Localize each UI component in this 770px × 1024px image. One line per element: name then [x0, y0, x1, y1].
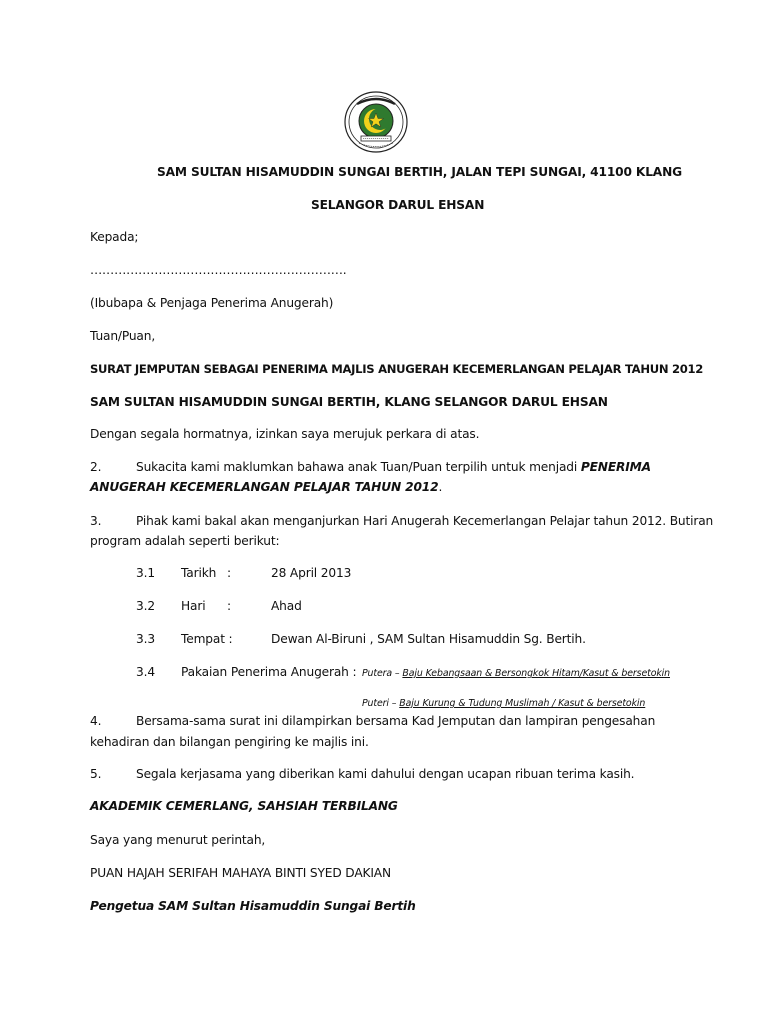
attire-putera-value: Baju Kebangsaan & Bersongkok Hitam/Kasut & bersetokin: [402, 668, 670, 679]
subject-line-2: SAM SULTAN HISAMUDDIN SUNGAI BERTIH, KLANG SELANGOR DARUL EHSAN: [90, 395, 608, 409]
to-label: Kepada;: [90, 230, 139, 244]
school-address-line-2: SELANGOR DARUL EHSAN: [311, 198, 485, 212]
recipient-blank-line: ……………………………………………………….: [90, 263, 347, 277]
signatory-position: Pengetua SAM Sultan Hisamuddin Sungai Bertih: [90, 899, 416, 913]
p2-body: Sukacita kami maklumkan bahawa anak Tuan/Puan terpilih untuk menjadi: [136, 460, 578, 474]
attire-puteri-value: Baju Kurung & Tudung Muslimah / Kasut & bersetokin: [399, 698, 646, 709]
detail-value: 28 April 2013: [271, 566, 352, 580]
p2-number: 2.: [90, 460, 102, 474]
closing-order: Saya yang menurut perintah,: [90, 833, 266, 847]
detail-label: Hari: [181, 599, 206, 613]
p2-text: [136, 460, 651, 474]
attire-puteri: [362, 698, 645, 709]
subject-line-1: SURAT JEMPUTAN SEBAGAI PENERIMA MAJLIS ANUGERAH KECEMERLANGAN PELAJAR TAHUN 2012: [90, 362, 704, 376]
p4-line-2: kehadiran dan bilangan pengiring ke majlis ini.: [90, 735, 369, 749]
attire-putera-prefix: Putera –: [362, 668, 403, 679]
p3-line-2: program adalah seperti berikut:: [90, 534, 280, 548]
motto: AKADEMIK CEMERLANG, SAHSIAH TERBILANG: [90, 799, 398, 813]
p5-number: 5.: [90, 767, 102, 781]
p2-emphasis-a: PENERIMA: [580, 460, 651, 474]
attire-label: Pakaian Penerima Anugerah :: [181, 665, 357, 679]
detail-label: Tarikh: [181, 566, 217, 580]
detail-value: Dewan Al-Biruni , SAM Sultan Hisamuddin Sg. Bertih.: [271, 632, 586, 646]
p3-number: 3.: [90, 514, 102, 528]
p5-text: Segala kerjasama yang diberikan kami dahului dengan ucapan ribuan terima kasih.: [136, 767, 635, 781]
p2-emphasis-b: ANUGERAH KECEMERLANGAN PELAJAR TAHUN 2012: [90, 480, 439, 494]
recipient-role: (Ibubapa & Penjaga Penerima Anugerah): [90, 296, 334, 310]
detail-number: 3.3: [136, 632, 155, 646]
p4-line-1: Bersama-sama surat ini dilampirkan bersama Kad Jemputan dan lampiran pengesahan: [136, 714, 656, 728]
school-address-line-1: SAM SULTAN HISAMUDDIN SUNGAI BERTIH, JALAN TEPI SUNGAI, 41100 KLANG: [157, 165, 682, 179]
detail-label: Tempat :: [181, 632, 233, 646]
detail-number: 3.2: [136, 599, 155, 613]
salutation: Tuan/Puan,: [90, 329, 156, 343]
attire-putera: [362, 668, 670, 679]
detail-colon: :: [227, 566, 231, 580]
detail-number: 3.1: [136, 566, 155, 580]
p2-line-2: [90, 480, 442, 494]
signatory-name: PUAN HAJAH SERIFAH MAHAYA BINTI SYED DAKIAN: [90, 866, 391, 880]
p4-number: 4.: [90, 714, 102, 728]
detail-value: Ahad: [271, 599, 302, 613]
p2-end: .: [438, 480, 443, 494]
detail-colon: :: [227, 599, 231, 613]
attire-number: 3.4: [136, 665, 155, 679]
school-crest-icon: [343, 90, 409, 154]
intro-paragraph: Dengan segala hormatnya, izinkan saya merujuk perkara di atas.: [90, 427, 480, 441]
p3-line-1: Pihak kami bakal akan menganjurkan Hari Anugerah Kecemerlangan Pelajar tahun 2012. Butiran: [136, 514, 714, 528]
attire-puteri-prefix: Puteri –: [362, 698, 400, 709]
